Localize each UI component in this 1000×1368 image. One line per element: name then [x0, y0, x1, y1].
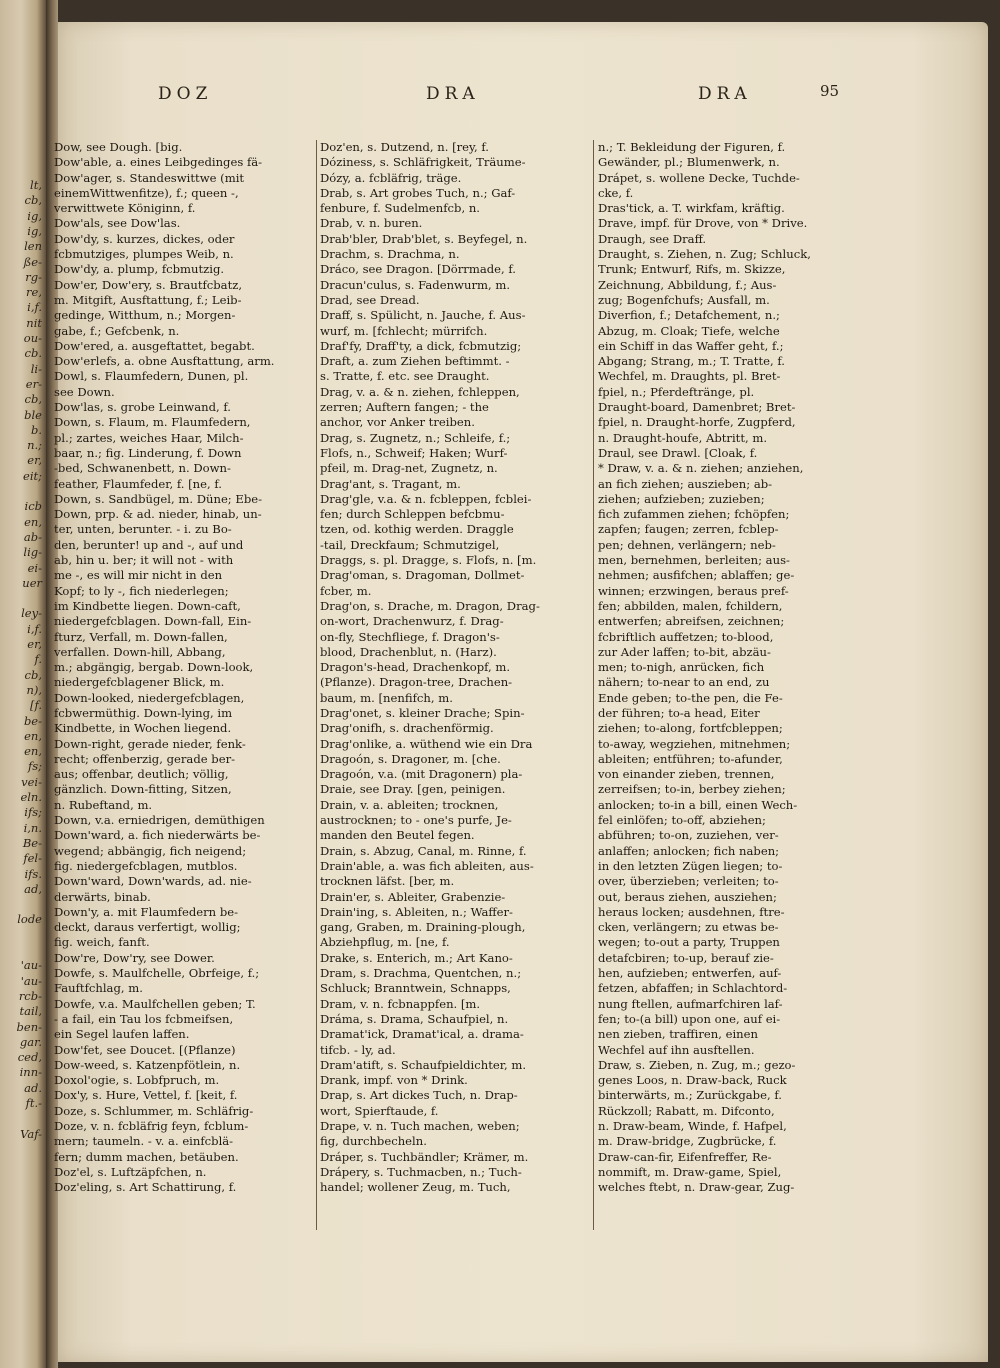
entry-line: fern; dumm machen, betäuben.: [54, 1149, 239, 1164]
entry-line: fcber, m.: [320, 583, 372, 598]
entry-line: fig. weich, fanft.: [54, 935, 150, 950]
previous-page-fragment: en,: [24, 514, 42, 529]
entry-line: Drag'oman, s. Dragoman, Dollmet-: [320, 568, 525, 583]
entry-line: verwittwete Königinn, f.: [54, 201, 196, 216]
entry-line: see Down.: [54, 384, 115, 399]
entry-line: deckt, daraus verfertigt, wollig;: [54, 920, 241, 935]
previous-page-fragment: i,f.: [27, 300, 42, 315]
previous-page-fragment: er,: [27, 453, 42, 468]
entry-line: Doze, v. n. fcbläfrig feyn, fcblum-: [54, 1119, 249, 1133]
entry-line: Drape, v. n. Tuch machen, weben;: [320, 1119, 520, 1133]
previous-page-fragment: ifs.: [24, 866, 42, 881]
previous-page-fragment: tail,: [19, 1004, 42, 1019]
entry-line: m.; abgängig, bergab. Down-look,: [54, 660, 254, 675]
entry-line: Doz'el, s. Luftzäpfchen, n.: [54, 1164, 207, 1179]
entry-line: recht; offenberzig, gerade ber-: [54, 751, 236, 766]
entry-line: feather, Flaumfeder, f. [ne, f.: [54, 476, 222, 491]
entry-line: anchor, vor Anker treiben.: [320, 415, 475, 430]
previous-page-fragment: ig,: [27, 208, 42, 223]
entry-line: Dow'erlefs, a. obne Ausftattung, arm.: [54, 354, 275, 369]
entry-line: heraus locken; ausdehnen, ftre-: [598, 904, 785, 919]
previous-page-fragment: nit: [26, 315, 42, 330]
entry-line: Down, s. Sandbügel, m. Düne; Ebe-: [54, 491, 263, 506]
previous-page-fragment: ig,: [27, 223, 42, 238]
entry-line: me -, es will mir nicht in den: [54, 568, 223, 583]
previous-page-fragment: lode: [17, 912, 42, 927]
previous-page-fragment: ley-: [21, 606, 42, 621]
previous-page-fragment: i,n.: [23, 820, 42, 835]
previous-page-fragment: eln.: [20, 790, 42, 804]
previous-page-fragment: cb,: [24, 193, 42, 208]
entry-line: Drag'on, s. Drache, m. Dragon, Drag-: [320, 598, 540, 613]
previous-page-fragment: 'au-: [20, 958, 42, 973]
entry-line: in den letzten Zügen liegen; to-: [598, 858, 783, 873]
entry-line: Drain'er, s. Ableiter, Grabenzie-: [320, 889, 506, 904]
previous-page-fragment: ße-: [23, 254, 42, 269]
entry-line: Dracun'culus, s. Fadenwurm, m.: [320, 277, 511, 292]
entry-line: handel; wollener Zeug, m. Tuch,: [320, 1180, 511, 1195]
entry-line: wegen; to-out a party, Truppen: [598, 935, 780, 950]
entry-line: zapfen; faugen; zerren, fcblep-: [598, 522, 779, 537]
entry-line: Down'ward, a. fich niederwärts be-: [54, 828, 261, 843]
entry-line: aus; offenbar, deutlich; völlig,: [54, 767, 229, 782]
entry-line: zur Ader laffen; to-bit, abzäu-: [598, 644, 771, 659]
entry-line: niedergefcblagener Blick, m.: [54, 675, 225, 690]
entry-line: Abziehpflug, m. [ne, f.: [320, 935, 450, 950]
entry-line: fetzen, abfaffen; in Schlachtord-: [598, 981, 788, 996]
entry-line: Diverfion, f.; Detafchement, n.;: [598, 308, 780, 323]
previous-page-fragment: ad.: [24, 1080, 42, 1095]
entry-line: ziehen; aufzieben; zuzieben;: [598, 491, 765, 506]
entry-line: Gewänder, pl.; Blumenwerk, n.: [598, 155, 780, 170]
entry-line: im Kindbette liegen. Down-caft,: [54, 598, 241, 613]
entry-line: Dowfe, s. Maulfchelle, Obrfeige, f.;: [54, 966, 260, 981]
entry-line: Draf'fy, Draff'ty, a dick, fcbmutzig;: [320, 338, 522, 353]
entry-line: cke, f.: [598, 185, 634, 200]
entry-line: Drain'able, a. was fich ableiten, aus-: [320, 858, 534, 873]
entry-line: n. Rubeftand, m.: [54, 797, 153, 812]
page-number: 95: [820, 82, 840, 100]
previous-page-fragment: rg-: [25, 269, 42, 284]
previous-page-fragment: ble: [24, 407, 42, 422]
entry-line: von einander zieben, trennen,: [598, 767, 775, 782]
entry-line: m. Draw-bridge, Zugbrücke, f.: [598, 1134, 777, 1149]
previous-page-fragment: ou-: [23, 331, 42, 345]
entry-line: Dragon's-head, Drachenkopf, m.: [320, 660, 511, 675]
entry-line: hen, aufzieben; entwerfen, auf-: [598, 966, 782, 981]
entry-line: Drain, v. a. ableiten; trocknen,: [320, 797, 499, 812]
entry-line: pl.; zartes, weiches Haar, Milch-: [54, 430, 244, 445]
entry-line: baar, n.; fig. Linderung, f. Down: [54, 445, 242, 460]
entry-line: Dram, v. n. fcbnappfen. [m.: [320, 996, 481, 1011]
entry-line: verfallen. Down-hill, Abbang,: [54, 644, 226, 659]
entry-line: Flofs, n., Schweif; Haken; Wurf-: [320, 445, 508, 460]
entry-line: Draie, see Dray. [gen, peinigen.: [320, 782, 506, 797]
entry-line: Doxol'ogie, s. Lobfpruch, m.: [54, 1073, 220, 1088]
entry-line: Dráma, s. Drama, Schaufpiel, n.: [320, 1011, 509, 1026]
entry-line: Dowl, s. Flaumfedern, Dunen, pl.: [54, 369, 249, 384]
previous-page-fragment: eit;: [23, 468, 42, 483]
entry-line: pen; dehnen, verlängern; neb-: [598, 537, 776, 552]
entry-line: entwerfen; abreifsen, zeichnen;: [598, 614, 785, 629]
entry-line: nen zieben, traffiren, einen: [598, 1027, 758, 1042]
entry-line: ableiten; entführen; to-afunder,: [598, 751, 783, 766]
entry-line: Drag'onlike, a. wüthend wie ein Dra: [320, 736, 533, 751]
entry-line: zerreifsen; to-in, berbey ziehen;: [598, 782, 786, 797]
entry-line: Abgang; Strang, m.; T. Tratte, f.: [598, 354, 785, 369]
entry-line: ziehen; to-along, fortfcbleppen;: [598, 721, 783, 736]
entry-line: Draw-can-fir, Eifenfreffer, Re-: [598, 1149, 772, 1164]
previous-page-fragment: inn-: [19, 1065, 42, 1080]
column-right: [598, 140, 880, 1195]
entry-line: nehmen; ausfifchen; ablaffen; ge-: [598, 568, 795, 583]
entry-line: winnen; erzwingen, beraus pref-: [598, 583, 789, 598]
entry-line: Dramat'ick, Dramat'ical, a. drama-: [320, 1027, 524, 1042]
entry-line: Doze, s. Schlummer, m. Schläfrig-: [54, 1103, 254, 1118]
previous-page-fragment: ei-: [27, 560, 42, 575]
entry-line: genes Loos, n. Draw-back, Ruck: [598, 1073, 787, 1088]
dictionary-page: [54, 22, 988, 1362]
entry-line: Doz'eling, s. Art Schattirung, f.: [54, 1180, 237, 1195]
previous-page-fragment: len: [24, 239, 42, 254]
entry-line: Dow'ager, s. Standeswittwe (mit: [54, 170, 245, 185]
previous-page-fragment: cb,: [24, 667, 42, 682]
entry-line: -bed, Schwanenbett, n. Down-: [54, 461, 231, 476]
entry-line: wurf, m. [fchlecht; mürrifch.: [320, 323, 488, 338]
entry-line: n.; T. Bekleidung der Figuren, f.: [598, 140, 786, 154]
entry-line: Drachm, s. Drachma, n.: [320, 247, 460, 262]
entry-line: * Draw, v. a. & n. ziehen; anziehen,: [598, 461, 804, 476]
entry-line: Down, s. Flaum, m. Flaumfedern,: [54, 415, 251, 430]
entry-line: over, überzieben; verleiten; to-: [598, 874, 779, 889]
entry-line: fpiel, n.; Pferdeftränge, pl.: [598, 384, 755, 399]
entry-line: Drap, s. Art dickes Tuch, n. Drap-: [320, 1088, 518, 1103]
entry-line: mern; taumeln. - v. a. einfcblä-: [54, 1134, 234, 1149]
previous-page-fragment: 'au-: [20, 973, 42, 988]
previous-page-fragment: i,f.: [27, 621, 42, 636]
entry-line: Dow'dy, a. plump, fcbmutzig.: [54, 262, 225, 277]
entry-line: m. Mitgift, Ausftattung, f.; Leib-: [54, 292, 242, 307]
entry-line: to-away, wegziehen, mitnehmen;: [598, 736, 791, 751]
entry-line: Draw, s. Zieben, n. Zug, m.; gezo-: [598, 1057, 796, 1072]
entry-line: fcbriftlich auffetzen; to-blood,: [598, 629, 774, 644]
entry-line: gedinge, Witthum, n.; Morgen-: [54, 308, 236, 323]
previous-page-fragment: fel-: [23, 851, 42, 866]
entry-line: den, berunter! up and -, auf und: [54, 537, 244, 552]
entry-line: trocknen läfst. [ber, m.: [320, 874, 455, 889]
entry-line: gänzlich. Down-fitting, Sitzen,: [54, 782, 232, 797]
column-middle: [320, 140, 590, 1195]
entry-line: fen; to-(a bill) upon one, auf ei-: [598, 1011, 781, 1026]
entry-line: Draul, see Drawl. [Cloak, f.: [598, 445, 758, 460]
entry-line: Draggs, s. pl. Dragge, s. Flofs, n. [m.: [320, 553, 537, 568]
previous-page-edge: [0, 0, 46, 1368]
entry-line: nung ftellen, aufmarfchiren laf-: [598, 996, 783, 1011]
entry-line: wort, Spierftaude, f.: [320, 1103, 439, 1118]
entry-line: welches ftebt, n. Draw-gear, Zug-: [598, 1180, 795, 1195]
entry-line: on-fly, Stechfliege, f. Dragon's-: [320, 629, 500, 644]
entry-line: Down, prp. & ad. nieder, hinab, un-: [54, 507, 262, 522]
previous-page-fragment: gar.: [19, 1034, 42, 1049]
entry-line: fturz, Verfall, m. Down-fallen,: [54, 629, 228, 644]
previous-page-fragment: re,: [26, 285, 42, 300]
entry-line: Zeichnung, Abbildung, f.; Aus-: [598, 277, 777, 292]
entry-line: fcbwermüthig. Down-lying, im: [54, 705, 233, 720]
entry-line: Drain, s. Abzug, Canal, m. Rinne, f.: [320, 843, 527, 858]
entry-line: anlaffen; anlocken; fich naben;: [598, 843, 780, 858]
entry-line: Wechfel, m. Draughts, pl. Bret-: [598, 369, 781, 384]
entry-line: zug; Bogenfchufs; Ausfall, m.: [598, 292, 770, 307]
entry-line: Drab, s. Art grobes Tuch, n.; Gaf-: [320, 185, 516, 200]
entry-line: Down'ward, Down'wards, ad. nie-: [54, 874, 252, 889]
entry-line: einemWittwenfitze), f.; queen -,: [54, 185, 239, 200]
entry-line: Drag, v. a. & n. ziehen, fchleppen,: [320, 384, 520, 399]
entry-line: Doz'en, s. Dutzend, n. [rey, f.: [320, 140, 489, 154]
previous-page-fragment: li-: [30, 361, 42, 376]
entry-line: Draff, s. Spülicht, n. Jauche, f. Aus-: [320, 308, 526, 323]
entry-line: Drag'onifh, s. drachenförmig.: [320, 721, 494, 736]
entry-line: Drápet, s. wollene Decke, Tuchde-: [598, 170, 800, 185]
entry-line: Dóziness, s. Schläfrigkeit, Träume-: [320, 155, 526, 170]
previous-page-fragment: en,: [24, 728, 42, 743]
entry-line: out, beraus ziehen, ausziehen;: [598, 889, 777, 904]
entry-line: abführen; to-on, zuziehen, ver-: [598, 828, 779, 843]
previous-page-fragment: ben-: [16, 1019, 42, 1034]
previous-page-fragment: cb,: [24, 392, 42, 407]
entry-line: ab, hin u. ber; it will not - with: [54, 553, 234, 568]
entry-line: Draught-board, Damenbret; Bret-: [598, 400, 796, 415]
previous-page-fragment: ced,: [17, 1050, 42, 1065]
entry-line: fenbure, f. Sudelmenfcb, n.: [320, 201, 480, 216]
entry-line: gang, Graben, m. Draining-plough,: [320, 920, 526, 935]
previous-page-fragment: lt,: [30, 178, 42, 192]
previous-page-fragment: [f.: [30, 698, 42, 713]
previous-page-fragment: b.: [30, 422, 42, 437]
column-left: [54, 140, 324, 1195]
entry-line: tzen, od. kothig werden. Draggle: [320, 522, 514, 537]
previous-page-fragment: ifs;: [24, 805, 42, 820]
entry-line: Schluck; Branntwein, Schnapps,: [320, 981, 511, 996]
entry-line: Dowfe, v.a. Maulfchellen geben; T.: [54, 996, 256, 1011]
entry-line: Drad, see Dread.: [320, 292, 420, 307]
entry-line: Dow, see Dough. [big.: [54, 140, 183, 154]
entry-line: Dráco, see Dragon. [Dörrmade, f.: [320, 262, 516, 277]
previous-page-fragment: icb: [24, 499, 42, 514]
previous-page-fragment: n),: [26, 682, 42, 697]
entry-line: Drain'ing, s. Ableiten, n.; Waffer-: [320, 904, 513, 919]
entry-line: Drag'gle, v.a. & n. fcbleppen, fcblei-: [320, 491, 532, 506]
previous-page-fragment: vei-: [21, 774, 42, 789]
entry-line: cken, verlängern; zu etwas be-: [598, 920, 779, 935]
entry-line: men, bernehmen, berleiten; aus-: [598, 553, 790, 568]
entry-line: Kopf; to ly -, fich niederlegen;: [54, 583, 229, 598]
entry-line: fen; abbilden, malen, fchildern,: [598, 598, 783, 613]
entry-line: Dow're, Dow'ry, see Dower.: [54, 950, 215, 965]
previous-page-fragment: ad,: [24, 881, 42, 896]
entry-line: Down, v.a. erniedrigen, demüthigen: [54, 813, 265, 828]
previous-page-fragment: cb.: [24, 346, 42, 361]
entry-line: Down-right, gerade nieder, fenk-: [54, 736, 246, 751]
previous-page-fragment: Vaf-: [20, 1126, 42, 1141]
entry-line: fen; durch Schleppen befcbmu-: [320, 507, 505, 522]
entry-line: Dox'y, s. Hure, Vettel, f. [keit, f.: [54, 1088, 238, 1103]
entry-line: s. Tratte, f. etc. see Draught.: [320, 369, 490, 384]
entry-line: niedergefcblagen. Down-fall, Ein-: [54, 614, 252, 629]
entry-line: n. Draught-houfe, Abtritt, m.: [598, 430, 768, 445]
entry-line: Dragoón, s. Dragoner, m. [che.: [320, 751, 501, 766]
entry-line: Dráper, s. Tuchbändler; Krämer, m.: [320, 1149, 529, 1164]
entry-line: (Pflanze). Dragon-tree, Drachen-: [320, 675, 513, 690]
entry-line: Dow'ered, a. ausgeftattet, begabt.: [54, 338, 255, 353]
entry-line: anlocken; to-in a bill, einen Wech-: [598, 797, 798, 812]
entry-line: Drab'bler, Drab'blet, s. Beyfegel, n.: [320, 231, 528, 246]
entry-line: Draught, s. Ziehen, n. Zug; Schluck,: [598, 247, 811, 262]
entry-line: zerren; Auftern fangen; - the: [320, 400, 489, 415]
entry-line: Dow'dy, s. kurzes, dickes, oder: [54, 231, 235, 246]
previous-page-fragment: n.;: [27, 438, 42, 453]
entry-line: blood, Drachenblut, n. (Harz).: [320, 644, 497, 659]
entry-line: Dow-weed, s. Katzenpfötlein, n.: [54, 1057, 241, 1072]
entry-line: Trunk; Entwurf, Rifs, m. Skizze,: [598, 262, 786, 277]
entry-line: Dow'able, a. eines Leibgedinges fä-: [54, 155, 263, 170]
entry-line: Fauftfchlag, m.: [54, 981, 143, 996]
entry-line: Ende geben; to-the pen, die Fe-: [598, 690, 783, 705]
entry-line: nähern; to-near to an end, zu: [598, 675, 770, 690]
entry-line: gabe, f.; Gefcbenk, n.: [54, 323, 180, 338]
running-head-center: DRA: [426, 84, 480, 104]
entry-line: -tail, Dreckfaum; Schmutzigel,: [320, 537, 500, 552]
previous-page-fragment: er-: [25, 376, 42, 391]
entry-line: Dragoón, v.a. (mit Dragonern) pla-: [320, 767, 523, 782]
entry-line: fig. niedergefcblagen, mutblos.: [54, 858, 238, 873]
entry-line: Drank, impf. von * Drink.: [320, 1073, 468, 1088]
entry-line: Down-looked, niedergefcblagen,: [54, 690, 245, 705]
entry-line: Dow'er, Dow'ery, s. Brautfcbatz,: [54, 277, 243, 292]
entry-line: Drápery, s. Tuchmacben, n.; Tuch-: [320, 1164, 522, 1179]
previous-page-fragment: ft.-: [25, 1096, 42, 1110]
previous-page-fragment: en,: [24, 744, 42, 759]
entry-line: n. Draw-beam, Winde, f. Hafpel,: [598, 1119, 787, 1133]
entry-line: Draft, a. zum Ziehen beftimmt. -: [320, 354, 510, 369]
previous-page-fragment: fs;: [27, 759, 42, 774]
entry-line: Dow'fet, see Doucet. [(Pflanze): [54, 1042, 236, 1057]
entry-line: an fich ziehen; auszieben; ab-: [598, 476, 773, 491]
entry-line: ter, unten, berunter. - i. zu Bo-: [54, 522, 232, 537]
previous-page-fragment: uer: [22, 575, 42, 590]
entry-line: Drag, s. Zugnetz, n.; Schleife, f.;: [320, 430, 511, 445]
entry-line: fich zufammen ziehen; fchöpfen;: [598, 507, 790, 522]
entry-line: fel einlöfen; to-off, abziehen;: [598, 813, 766, 828]
previous-page-fragment: lig-: [23, 545, 42, 560]
entry-line: detafcbiren; to-up, berauf zie-: [598, 950, 774, 965]
entry-line: ein Segel laufen laffen.: [54, 1027, 190, 1042]
entry-line: Drave, impf. für Drove, von * Drive.: [598, 216, 808, 231]
entry-line: Down'y, a. mit Flaumfedern be-: [54, 904, 239, 919]
entry-line: fig, durchbecheln.: [320, 1134, 427, 1149]
running-head-left: DOZ: [158, 84, 213, 104]
entry-line: Dram, s. Drachma, Quentchen, n.;: [320, 966, 522, 981]
previous-page-fragment: Be-: [22, 835, 42, 850]
entry-line: Dow'las, s. grobe Leinwand, f.: [54, 400, 231, 415]
previous-page-fragment: f.: [34, 652, 42, 667]
entry-line: baum, m. [nenfifch, m.: [320, 690, 453, 705]
column-rule: [593, 140, 594, 1230]
entry-line: Drab, v. n. buren.: [320, 216, 423, 231]
entry-line: binterwärts, m.; Zurückgabe, f.: [598, 1088, 782, 1103]
entry-line: der führen; to-a head, Eiter: [598, 705, 760, 720]
entry-line: Draugh, see Draff.: [598, 231, 707, 246]
entry-line: fpiel, n. Draught-horfe, Zugpferd,: [598, 415, 796, 430]
entry-line: manden den Beutel fegen.: [320, 828, 475, 843]
entry-line: men; to-nigh, anrücken, fich: [598, 660, 765, 675]
entry-line: nommift, m. Draw-game, Spiel,: [598, 1164, 782, 1179]
entry-line: Dózy, a. fcbläfrig, träge.: [320, 170, 462, 185]
entry-line: Wechfel auf ihn ausftellen.: [598, 1042, 755, 1057]
entry-line: Rückzoll; Rabatt, m. Difconto,: [598, 1103, 775, 1118]
previous-page-fragment: er,: [27, 637, 42, 651]
previous-page-fragment: ab-: [23, 529, 42, 544]
entry-line: - a fail, ein Tau los fcbmeifsen,: [54, 1011, 234, 1026]
entry-line: Dras'tick, a. T. wirkfam, kräftig.: [598, 201, 785, 216]
entry-line: Drake, s. Enterich, m.; Art Kano-: [320, 950, 513, 965]
entry-line: Abzug, m. Cloak; Tiefe, welche: [598, 323, 780, 338]
entry-line: tifcb. - ly, ad.: [320, 1042, 396, 1057]
entry-line: derwärts, binab.: [54, 889, 151, 904]
entry-line: Kindbette, in Wochen liegend.: [54, 721, 232, 736]
entry-line: Dram'atift, s. Schaufpieldichter, m.: [320, 1057, 527, 1072]
entry-line: wegend; abbängig, fich neigend;: [54, 843, 247, 858]
entry-line: on-wort, Drachenwurz, f. Drag-: [320, 614, 504, 629]
entry-line: Drag'onet, s. kleiner Drache; Spin-: [320, 705, 525, 720]
entry-line: pfeil, m. Drag-net, Zugnetz, n.: [320, 461, 498, 476]
entry-line: austrocknen; to - one's purfe, Je-: [320, 813, 512, 828]
entry-line: ein Schiff in das Waffer geht, f.;: [598, 338, 784, 353]
entry-line: fcbmutziges, plumpes Weib, n.: [54, 247, 234, 262]
previous-page-fragment: rcb-: [18, 988, 42, 1003]
entry-line: Dow'als, see Dow'las.: [54, 216, 181, 231]
previous-page-fragment: be-: [23, 713, 42, 728]
running-head-right: DRA: [698, 84, 752, 104]
entry-line: Drag'ant, s. Tragant, m.: [320, 476, 461, 491]
